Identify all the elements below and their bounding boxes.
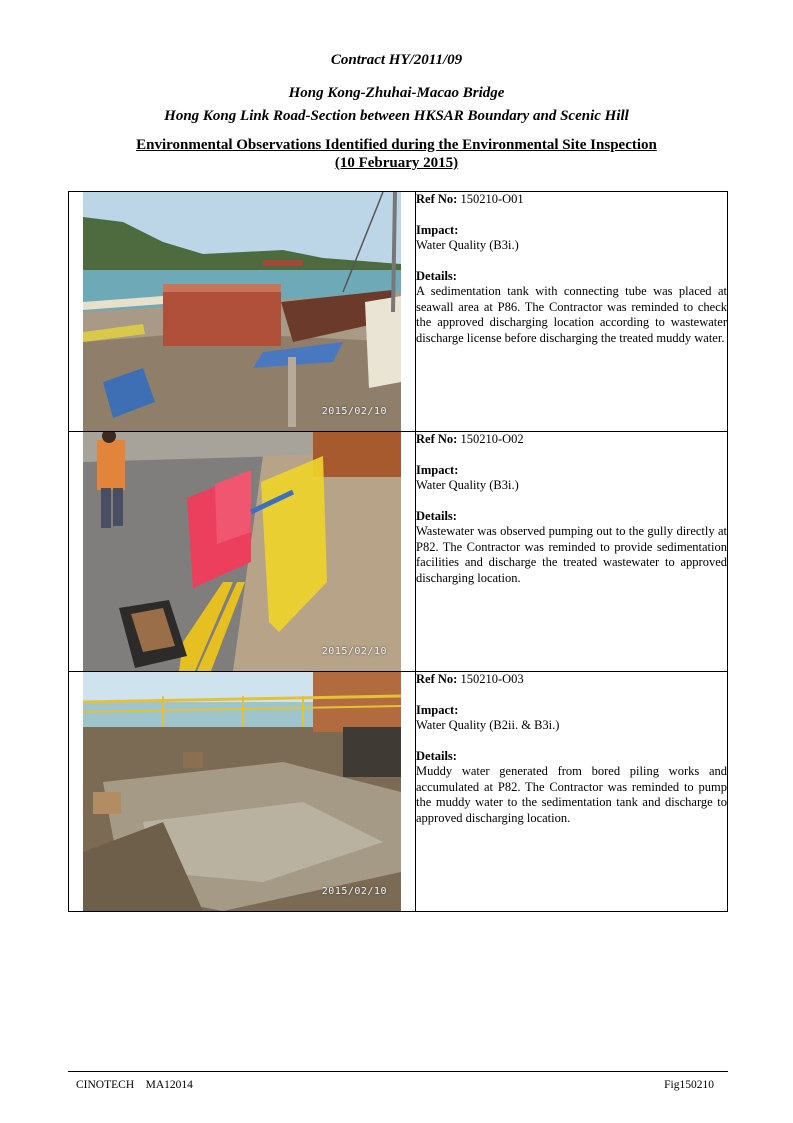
observation-details-cell bbox=[416, 432, 728, 672]
footer-figure-number: Fig150210 bbox=[664, 1079, 714, 1091]
report-date: (10 February 2015) bbox=[334, 155, 459, 171]
photo-date-stamp: 2015/02/10 bbox=[321, 646, 387, 657]
footer-company: CINOTECH MA12014 bbox=[76, 1079, 193, 1091]
observation-row bbox=[69, 432, 728, 672]
photo-cell bbox=[69, 432, 416, 672]
observation-details-cell bbox=[416, 672, 728, 912]
project-title-line2: Hong Kong Link Road-Section between HKSAR Boundary and Scenic Hill bbox=[164, 108, 629, 124]
impact-value: Water Quality (B3i.) bbox=[416, 478, 519, 492]
impact-label: Impact: bbox=[416, 222, 459, 237]
observation-details-cell bbox=[416, 192, 728, 432]
impact-label: Impact: bbox=[416, 462, 459, 477]
site-photo-gully-pumping bbox=[83, 432, 401, 671]
details-text: Wastewater was observed pumping out to the gully directly at P82. The Contractor was reminded to provide sedimentation facilities and discharge the treated wastewater to approved discharging location. bbox=[416, 524, 727, 585]
photo-date-stamp: 2015/02/10 bbox=[321, 886, 387, 897]
details-label: Details: bbox=[416, 268, 457, 283]
observation-row bbox=[69, 192, 728, 432]
photo-date-stamp: 2015/02/10 bbox=[321, 406, 387, 417]
details-label: Details: bbox=[416, 508, 457, 523]
impact-value: Water Quality (B2ii. & B3i.) bbox=[416, 718, 560, 732]
report-heading: Environmental Observations Identified during the Environmental Site Inspection bbox=[136, 137, 657, 153]
ref-number: 150210-O03 bbox=[460, 672, 524, 686]
ref-label: Ref No: bbox=[416, 432, 458, 446]
details-label: Details: bbox=[416, 748, 457, 763]
ref-number: 150210-O02 bbox=[460, 432, 524, 446]
ref-label: Ref No: bbox=[416, 672, 458, 686]
footer-rule bbox=[68, 1071, 728, 1072]
impact-value: Water Quality (B3i.) bbox=[416, 238, 519, 252]
photo-cell bbox=[69, 192, 416, 432]
site-photo-seawall-tank bbox=[83, 192, 401, 431]
impact-label: Impact: bbox=[416, 702, 459, 717]
ref-label: Ref No: bbox=[416, 192, 458, 206]
site-photo-muddy-water bbox=[83, 672, 401, 911]
observation-row bbox=[69, 672, 728, 912]
project-title-line1: Hong Kong-Zhuhai-Macao Bridge bbox=[288, 85, 505, 101]
observations-table bbox=[68, 191, 728, 912]
ref-number: 150210-O01 bbox=[460, 192, 524, 206]
details-text: Muddy water generated from bored piling works and accumulated at P82. The Contractor was reminded to pump the muddy water to the sedimentation tank and discharge to approved discharging location. bbox=[416, 764, 727, 825]
photo-cell bbox=[69, 672, 416, 912]
details-text: A sedimentation tank with connecting tube was placed at seawall area at P86. The Contractor was reminded to check the approved discharging location according to wastewater discharge license before discharging the treated muddy water. bbox=[416, 284, 727, 345]
contract-title: Contract HY/2011/09 bbox=[330, 52, 463, 68]
